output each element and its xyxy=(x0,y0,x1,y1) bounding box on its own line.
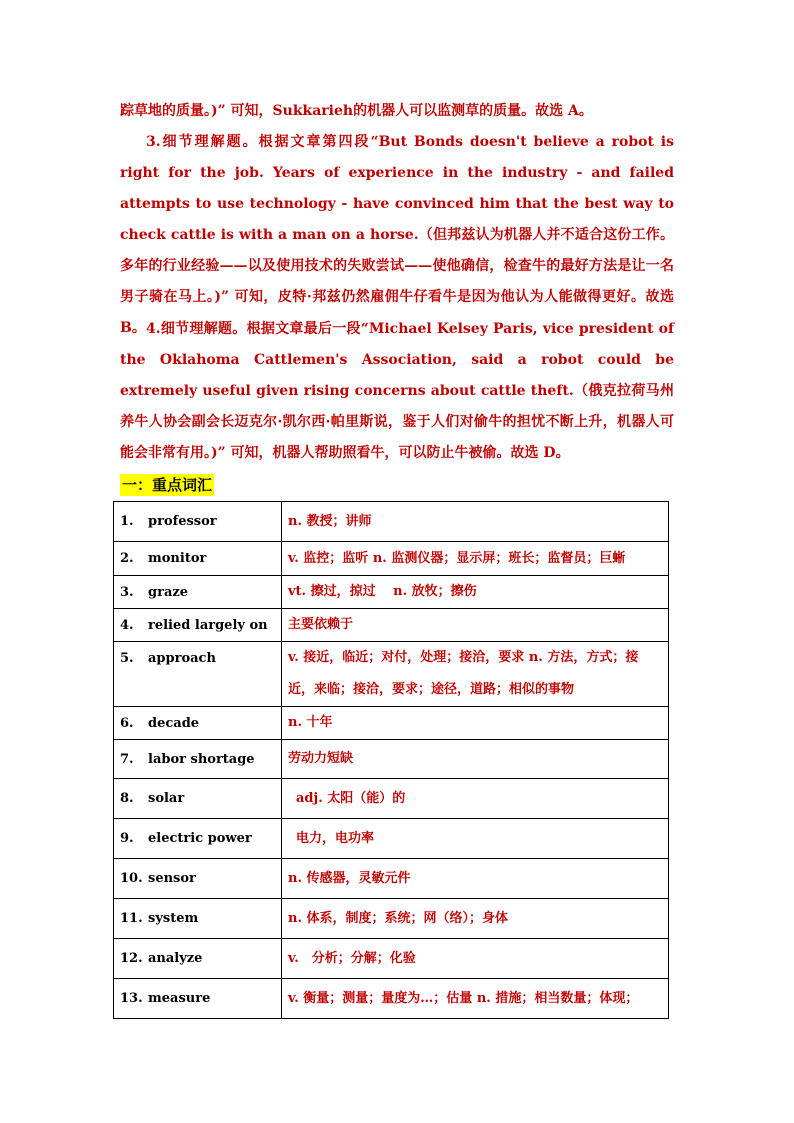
vocab-word: monitor xyxy=(148,551,207,566)
word-cell xyxy=(114,609,282,642)
vocab-word: analyze xyxy=(148,951,203,966)
row-number: 11. xyxy=(120,911,143,926)
table-row xyxy=(114,899,669,939)
meaning-cell: v. 监控；监听 n. 监测仪器；显示屏；班长；监督员；巨蜥 xyxy=(282,542,669,576)
vocab-word: labor shortage xyxy=(148,751,255,767)
word-cell xyxy=(114,707,282,740)
word-cell xyxy=(114,899,282,939)
word-cell xyxy=(114,576,282,609)
row-number: 9. xyxy=(120,831,134,846)
table-row xyxy=(114,542,669,576)
table-row xyxy=(114,979,669,1019)
table-row xyxy=(114,576,669,609)
table-row xyxy=(114,740,669,779)
row-number: 10. xyxy=(120,871,143,886)
table-row xyxy=(114,642,669,707)
row-number: 12. xyxy=(120,951,143,966)
vocab-word: graze xyxy=(148,584,189,600)
vocab-word: approach xyxy=(148,651,216,666)
table-row xyxy=(114,779,669,819)
row-number: 5. xyxy=(120,651,134,666)
table-row xyxy=(114,939,669,979)
word-cell xyxy=(114,542,282,576)
meaning-cell: 主要依赖于 xyxy=(282,609,669,642)
word-cell xyxy=(114,939,282,979)
meaning-cell: adj. 太阳（能）的 xyxy=(282,779,669,819)
row-number: 8. xyxy=(120,791,134,806)
meaning-cell: n. 十年 xyxy=(282,707,669,740)
row-number: 13. xyxy=(120,991,143,1006)
meaning-cell: v. 分析；分解；化验 xyxy=(282,939,669,979)
table-row xyxy=(114,609,669,642)
section-heading-vocab: 一：重点词汇 xyxy=(122,476,213,494)
meaning-cell: 电力，电功率 xyxy=(282,819,669,859)
answer-paragraph-3: 4.细节理解题。根据文章最后一段“Michael Kelsey Paris, vice president of the Oklahoma Cattlemen's Association, said a robot could be extremely useful given rising concerns about cattle theft.（俄克拉荷马州养牛人协会副会长迈克尔·凯尔西·帕里斯说，鉴于人们对偷牛的担忧不断上升，机器人可能会非常有用。)” 可知，机器人帮助照看牛，可以防止牛被偷。故选 D。 xyxy=(120,321,674,461)
meaning-cell: vt. 擦过，掠过 n. 放牧；擦伤 xyxy=(282,576,669,609)
word-cell xyxy=(114,642,282,707)
word-cell xyxy=(114,859,282,899)
vocab-word: solar xyxy=(148,791,185,806)
vocab-word: system xyxy=(148,911,199,926)
row-number: 1. xyxy=(120,514,134,529)
vocab-word: measure xyxy=(148,991,211,1006)
meaning-cell: 劳动力短缺 xyxy=(282,740,669,779)
row-number: 7. xyxy=(120,751,134,767)
word-cell xyxy=(114,502,282,542)
word-cell xyxy=(114,740,282,779)
table-row xyxy=(114,819,669,859)
vocab-word: sensor xyxy=(148,871,196,886)
meaning-cell: n. 传感器，灵敏元件 xyxy=(282,859,669,899)
meaning-cell: n. 体系，制度；系统；网（络）；身体 xyxy=(282,899,669,939)
vocab-word: electric power xyxy=(148,831,252,846)
vocab-word: professor xyxy=(148,514,217,529)
vocab-word: decade xyxy=(148,715,200,731)
row-number: 3. xyxy=(120,584,134,600)
vocab-table xyxy=(113,501,669,1019)
row-number: 2. xyxy=(120,551,134,566)
row-number: 4. xyxy=(120,617,134,633)
table-row xyxy=(114,707,669,740)
meaning-cell: n. 教授；讲师 xyxy=(282,502,669,542)
table-row xyxy=(114,502,669,542)
answer-paragraph-2: 3.细节理解题。根据文章第四段“But Bonds doesn't believe a robot is right for the job. Years of experience in the industry - and failed attempts to use technology - have convinced him that the best way to check cattle is with a man on a horse.（但邦兹认为机器人并不适合这份工作。多年的行业经验——以及使用技术的失败尝试——使他确信，检查牛的最好方法是让一名男子骑在马上。)” 可知，皮特·邦兹仍然雇佣牛仔看牛是因为他认为人能做得更好。故选 B。 xyxy=(120,134,674,336)
row-number: 6. xyxy=(120,715,134,731)
table-row xyxy=(114,859,669,899)
word-cell xyxy=(114,779,282,819)
vocab-word: relied largely on xyxy=(148,617,268,633)
meaning-cell: v. 接近，临近；对付，处理；接洽，要求 n. 方法，方式；接近，来临；接洽，要求；途径，道路；相似的事物 xyxy=(282,642,669,707)
answer-paragraph-1: 踪草地的质量。)” 可知，Sukkarieh的机器人可以监测草的质量。故选 A。 xyxy=(120,103,593,119)
meaning-cell: v. 衡量；测量；量度为…；估量 n. 措施；相当数量；体现； xyxy=(282,979,669,1019)
word-cell xyxy=(114,819,282,859)
word-cell xyxy=(114,979,282,1019)
